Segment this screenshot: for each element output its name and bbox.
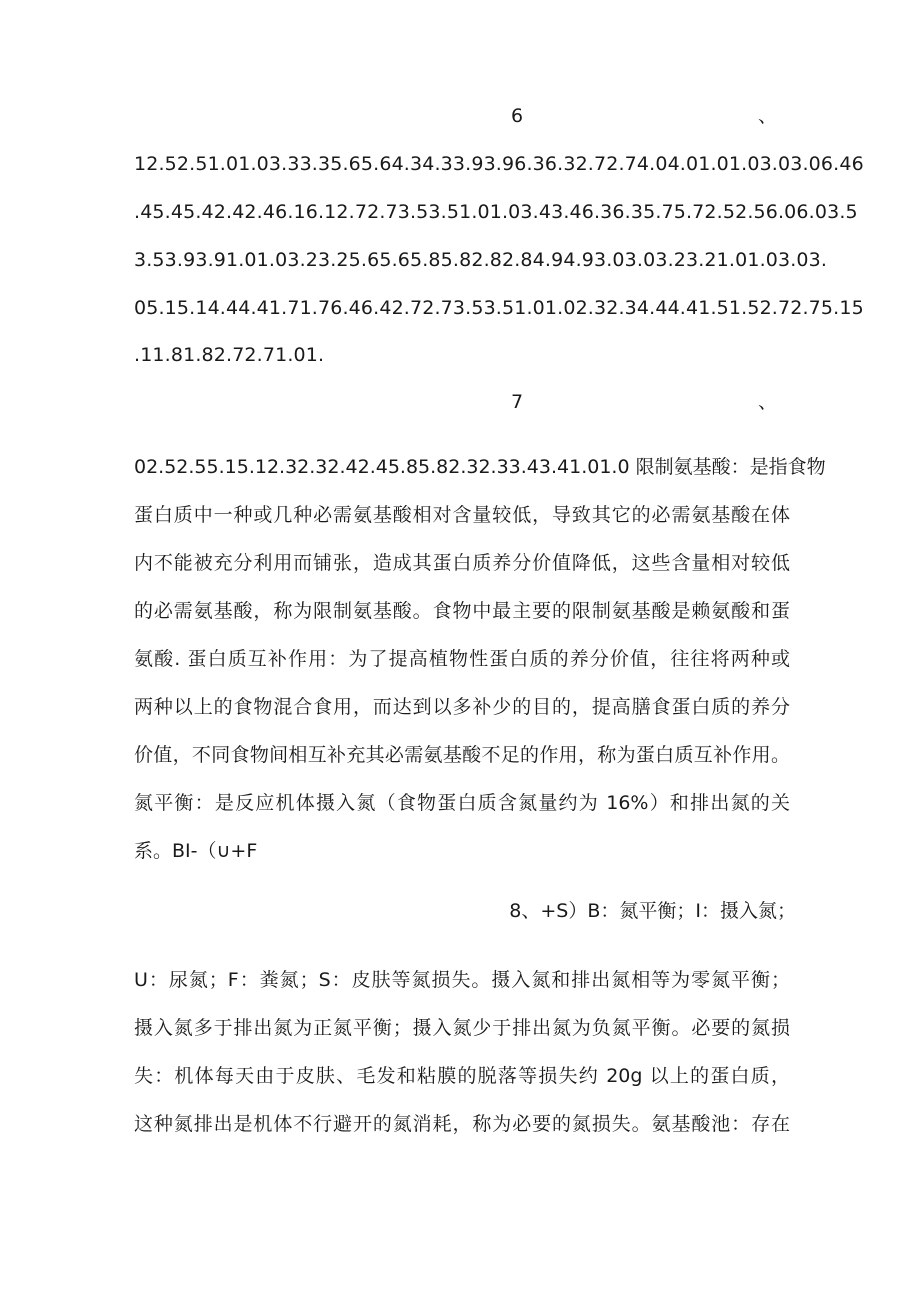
section-8-line-1: U：尿氮；F：粪氮；S：皮肤等氮损失。摄入氮和排出氮相等为零氮平衡； [134,969,790,991]
section-6-mark: 、 [758,105,778,127]
section-7-line-6: 两种以上的食物混合食用，而达到以多补少的目的，提高膳食蛋白质的养分 [134,696,790,718]
section-6-line-3: 3.53.93.91.01.03.23.25.65.65.85.82.82.84.94.93.03.03.23.21.01.03.03. [134,249,828,271]
section-6-number: 6 [511,105,524,127]
section-8-line-3: 失：机体每天由于皮肤、毛发和粘膜的脱落等损失约 20g 以上的蛋白质， [134,1065,790,1087]
section-6-line-2: .45.45.42.42.46.16.12.72.73.53.51.01.03.43.46.36.35.75.72.52.56.06.03.5 [134,201,858,223]
section-7-line-1: 02.52.55.15.12.32.32.42.45.85.82.32.33.43.41.01.0 限制氨基酸：是指食物 [134,456,826,478]
section-7-line-3: 内不能被充分利用而铺张，造成其蛋白质养分价值降低，这些含量相对较低 [134,552,790,574]
section-7-line-2: 蛋白质中一种或几种必需氨基酸相对含量较低，导致其它的必需氨基酸在体 [134,504,790,526]
section-7-line-9: 系。BI-（∪+F [134,840,258,862]
section-6-line-5: .11.81.82.72.71.01. [134,344,325,366]
section-7-line-8: 氮平衡：是反应机体摄入氮（食物蛋白质含氮量约为 16%）和排出氮的关 [134,792,790,814]
section-8-line-4: 这种氮排出是机体不行避开的氮消耗，称为必要的氮损失。氨基酸池：存在 [134,1113,790,1135]
section-6-line-1: 12.52.51.01.03.33.35.65.64.34.33.93.96.36.32.72.74.04.01.01.03.03.06.46 [134,153,864,175]
section-8-line-2: 摄入氮多于排出氮为正氮平衡；摄入氮少于排出氮为负氮平衡。必要的氮损 [134,1017,790,1039]
section-8-header: 8、+S）B：氮平衡；I：摄入氮； [509,900,796,922]
section-6-line-4: 05.15.14.44.41.71.76.46.42.72.73.53.51.01.02.32.34.44.41.51.52.72.75.15 [134,297,864,319]
section-7-line-4: 的必需氨基酸，称为限制氨基酸。食物中最主要的限制氨基酸是赖氨酸和蛋 [134,600,790,622]
section-7-mark: 、 [758,391,778,413]
section-7-line-5: 氨酸. 蛋白质互补作用：为了提高植物性蛋白质的养分价值，往往将两种或 [134,648,790,670]
section-7-number: 7 [511,391,524,413]
section-7-line-7: 价值，不同食物间相互补充其必需氨基酸不足的作用，称为蛋白质互补作用。 [134,744,790,766]
